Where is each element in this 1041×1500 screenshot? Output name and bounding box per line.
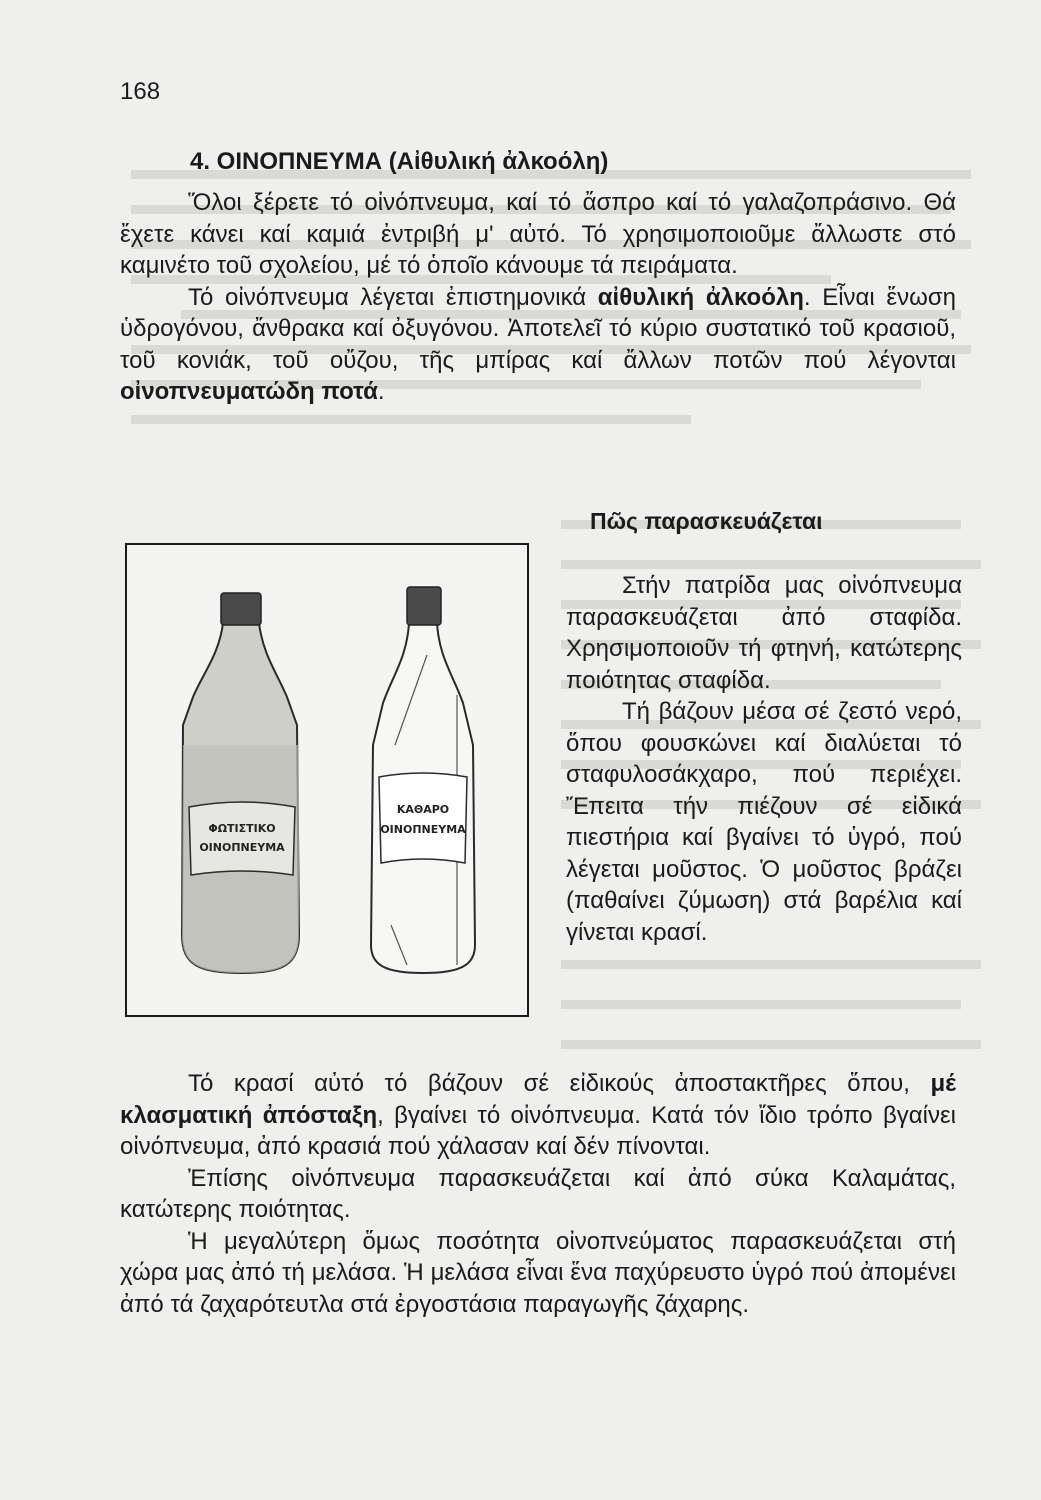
intro-p2-text-b: . Εἶναι ἕνωση ὑδρογόνου, ἄνθρακα καί ὀξυγόνου. Ἀποτελεῖ τό κύριο συστατικό τοῦ κρασιοῦ, τοῦ κονιάκ, τοῦ οὔζου, τῆς μπίρας καί ἄλλων ποτῶν πού λέγονται <box>120 283 956 374</box>
body-paragraph-1 <box>120 1068 956 1163</box>
pure-spirit-bottle <box>371 587 475 973</box>
right-label-line-1: ΚΑΘΑΡΟ <box>396 803 450 816</box>
intro-text <box>120 187 956 408</box>
body-paragraph-3: Ἡ μεγαλύτερη ὅμως ποσότητα οἰνοπνεύματος παρασκευάζεται στή χώρα μας ἀπό τή μελάσα. Ἡ μελάσα εἶναι ἕνα παχύρευστο ὑγρό πού ἀπομένει ἀπό τά ζαχαρότευτλα στά ἐργοστάσια παραγωγῆς ζάχαρης. <box>120 1227 956 1318</box>
side-paragraph-2: Τή βάζουν μέσα σέ ζεστό νερό, ὅπου φουσκώνει καί διαλύεται τό σταφυλοσάκχαρο, πού περιέχει. Ἔπειτα τήν πιέζουν σέ εἰδικά πιεστήρια καί βγαίνει τό ὑγρό, πού λέγεται μοῦστος. Ὁ μοῦστος βράζει (παθαίνει ζύμωση) στά βαρέλια καί γίνεται κρασί. <box>566 698 962 946</box>
section-heading: 4. ΟΙΝΟΠΝΕΥΜΑ (Αἰθυλική ἀλκοόλη) <box>190 148 609 175</box>
left-label-line-2: ΟΙΝΟΠΝΕΥΜΑ <box>199 841 285 854</box>
side-text <box>566 570 962 948</box>
right-label-line-2: ΟΙΝΟΠΝΕΥΜΑ <box>380 823 466 836</box>
bottles-illustration <box>125 543 529 1017</box>
side-paragraph-1: Στήν πατρίδα μας οἰνόπνευμα παρασκευάζεται ἀπό σταφίδα. Χρησιμοποιοῦν τή φτηνή, κατώτερης ποιότητας σταφίδα. <box>566 572 962 694</box>
body-text <box>120 1068 956 1320</box>
bottle-label-left <box>189 802 295 875</box>
subheading-preparation: Πῶς παρασκευάζεται <box>590 508 823 534</box>
page-number: 168 <box>120 78 161 105</box>
cap-icon <box>407 587 441 625</box>
body-p1-text-b: , βγαίνει τό οἰνόπνευμα. Κατά τόν ἴδιο τρόπο βγαίνει οἰνόπνευμα, ἀπό κρασιά πού χάλασαν καί δέν πίνονται. <box>120 1101 956 1160</box>
term-ethyl-alcohol: αἰθυλική ἀλκοόλη <box>597 283 804 311</box>
lamp-spirit-bottle <box>182 593 299 973</box>
body-paragraph-2: Ἐπίσης οἰνόπνευμα παρασκευάζεται καί ἀπό σύκα Καλαμάτας, κατώτερης ποιότητας. <box>120 1164 956 1223</box>
term-alcoholic-drinks: οἰνοπνευματώδη ποτά <box>120 378 378 405</box>
intro-p2-text-c: . <box>377 378 385 405</box>
bottles-drawing <box>127 545 527 1015</box>
left-label-line-1: ΦΩΤΙΣΤΙΚΟ <box>208 822 276 835</box>
bottle-label-right <box>379 773 467 863</box>
intro-paragraph-1: Ὅλοι ξέρετε τό οἰνόπνευμα, καί τό ἄσπρο καί τό γαλαζοπράσινο. Θά ἔχετε κάνει καί καμιά ἐντριβή μ' αὐτό. Τό χρησιμοποιοῦμε ἄλλωστε στό καμινέτο τοῦ σχολείου, μέ τό ὁποῖο κάνουμε τά πειράματα. <box>120 189 956 279</box>
intro-paragraph-2 <box>120 282 956 408</box>
term-fractional-distillation: μέ κλασματική ἀπόσταξη <box>120 1070 956 1129</box>
cap-icon <box>221 593 261 625</box>
intro-p2-text-a: Τό οἰνόπνευμα λέγεται ἐπιστημονικά <box>188 283 598 311</box>
body-p1-text-a: Τό κρασί αὐτό τό βάζουν σέ εἰδικούς ἀποστακτῆρες ὅπου, <box>188 1070 931 1097</box>
